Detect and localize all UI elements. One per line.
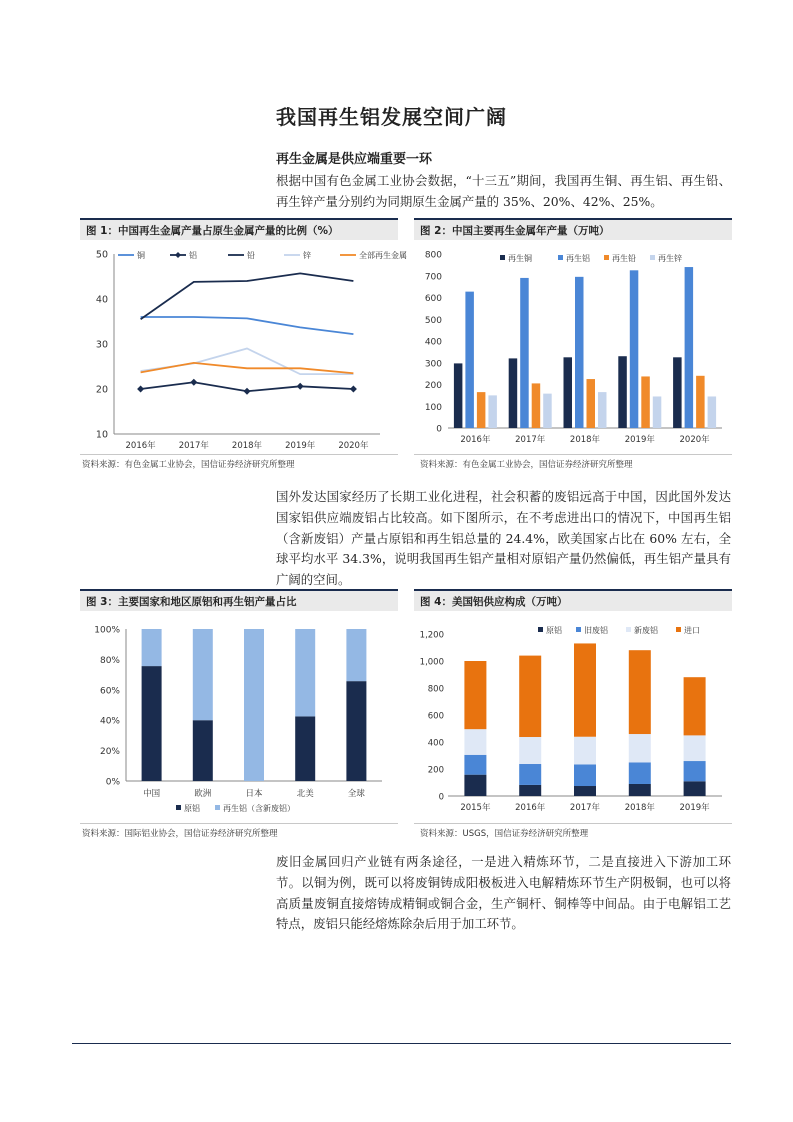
series-line-铅 — [141, 273, 354, 319]
x-tick-label: 2020年 — [679, 435, 710, 445]
legend-swatch — [676, 627, 681, 632]
bar-进口 — [684, 677, 706, 735]
figure-1-title: 图 1：中国再生金属产量占原生金属产量的比例（%） — [80, 218, 398, 240]
y-tick-label: 400 — [424, 337, 442, 348]
y-tick-label: 800 — [424, 250, 442, 261]
x-tick-label: 2016年 — [125, 441, 156, 451]
legend-label: 原铝 — [184, 804, 200, 813]
legend-label: 铝 — [189, 251, 197, 260]
y-tick-label: 1,200 — [419, 630, 444, 641]
bar-再生铝 — [575, 277, 584, 428]
figure-4-title: 图 4：美国铝供应构成（万吨） — [414, 589, 732, 611]
x-tick-label: 2017年 — [515, 435, 546, 445]
legend-label: 原铝 — [546, 626, 562, 635]
y-tick-label: 60% — [99, 686, 120, 697]
footer-rule — [72, 1043, 731, 1044]
bar-再生铝 — [520, 278, 529, 428]
y-tick-label: 700 — [424, 272, 442, 283]
bar-进口 — [519, 656, 541, 737]
y-tick-label: 20 — [95, 384, 108, 396]
bar-再生锌 — [708, 396, 717, 428]
legend-swatch — [558, 255, 563, 260]
figure-4-chart — [414, 613, 732, 823]
bar-新废铝 — [519, 737, 541, 764]
y-tick-label: 300 — [424, 359, 442, 370]
bar-再生锌 — [598, 392, 607, 428]
figure-4-divider — [414, 823, 732, 824]
bar-新废铝 — [574, 737, 596, 765]
figure-2-divider — [414, 454, 732, 455]
legend-swatch — [576, 627, 581, 632]
data-point-铝 — [190, 379, 197, 386]
x-tick-label: 2016年 — [460, 435, 491, 445]
bar-再生锌 — [488, 395, 497, 428]
paragraph-2: 国外发达国家经历了长期工业化进程，社会积蓄的废铝远高于中国，因此国外发达国家铝供应端废铝占比较高。如下图所示，在不考虑进出口的情况下，中国再生铝（含新废铝）产量占原铝和再生铝总量的 24.4%，欧美国家占比在 60% 左右，全球平均水平 34.3%，说明我国再生铝产量相对原铝产量仍然偏低，再生铝产量具有广阔的空间。 — [276, 489, 731, 588]
x-tick-label: 2020年 — [338, 441, 369, 451]
bar-再生铜 — [618, 356, 627, 428]
legend-label: 新废铝 — [634, 626, 658, 635]
bar-再生铝（含新废铝） — [295, 629, 315, 716]
bar-进口 — [574, 643, 596, 736]
y-tick-label: 600 — [427, 711, 444, 722]
y-tick-label: 1,000 — [419, 657, 444, 668]
x-tick-label: 2018年 — [624, 803, 655, 813]
bar-原铝 — [193, 720, 213, 781]
bar-新废铝 — [684, 735, 706, 761]
y-tick-label: 800 — [427, 684, 444, 695]
figure-1-source: 资料来源：有色金属工业协会，国信证券经济研究所整理 — [82, 460, 295, 470]
bar-再生铝（含新废铝） — [142, 629, 162, 666]
x-tick-label: 2019年 — [624, 435, 655, 445]
bar-再生铜 — [509, 358, 518, 428]
y-tick-label: 0% — [105, 777, 120, 788]
bar-再生铅 — [477, 392, 486, 428]
bar-旧废铝 — [519, 764, 541, 785]
figure-3-title: 图 3：主要国家和地区原铝和再生铝产量占比 — [80, 589, 398, 611]
figure-2-source: 资料来源：有色金属工业协会，国信证券经济研究所整理 — [420, 460, 633, 470]
x-tick-label: 2015年 — [460, 803, 491, 813]
legend-swatch — [626, 627, 631, 632]
x-tick-label: 2016年 — [515, 803, 546, 813]
x-tick-label: 中国 — [143, 789, 161, 799]
y-tick-label: 100% — [94, 625, 120, 636]
bar-再生铝（含新废铝） — [193, 629, 213, 720]
legend-swatch — [500, 255, 505, 260]
x-tick-label: 欧洲 — [194, 789, 212, 799]
bar-再生铜 — [454, 363, 463, 428]
page-title: 我国再生铝发展空间广阔 — [276, 105, 507, 129]
x-tick-label: 日本 — [245, 789, 263, 799]
figure-1-chart — [80, 242, 407, 454]
bar-进口 — [464, 661, 486, 729]
legend-label: 再生铅 — [612, 254, 636, 263]
legend-swatch — [176, 805, 181, 810]
bar-再生铝（含新废铝） — [244, 629, 264, 781]
x-tick-label: 北美 — [296, 789, 314, 799]
figure-3-divider — [80, 823, 398, 824]
x-tick-label: 全球 — [347, 789, 365, 799]
x-tick-label: 2017年 — [569, 803, 601, 813]
legend-swatch — [650, 255, 655, 260]
y-tick-label: 40% — [99, 716, 120, 727]
x-tick-label: 2018年 — [231, 441, 263, 451]
y-tick-label: 600 — [424, 294, 442, 304]
bar-再生铅 — [587, 379, 596, 428]
bar-再生铝（含新废铝） — [346, 629, 366, 681]
y-tick-label: 50 — [95, 249, 108, 261]
legend-swatch — [215, 805, 220, 810]
legend-label: 铜 — [137, 251, 145, 260]
figure-1-divider — [80, 454, 398, 455]
y-tick-label: 200 — [427, 765, 444, 776]
legend-label: 进口 — [684, 626, 700, 635]
legend-label: 全部再生金属 — [359, 251, 407, 260]
bar-原铝 — [295, 716, 315, 781]
y-tick-label: 500 — [424, 315, 442, 326]
bar-再生锌 — [653, 396, 662, 428]
bar-再生铅 — [532, 383, 541, 428]
bar-再生铜 — [673, 357, 682, 428]
bar-再生铅 — [641, 376, 650, 428]
y-tick-label: 100 — [424, 402, 442, 413]
legend-swatch — [604, 255, 609, 260]
bar-旧废铝 — [629, 762, 651, 784]
figure-4-source: 资料来源：USGS，国信证券经济研究所整理 — [420, 829, 589, 839]
y-tick-label: 0 — [436, 424, 442, 435]
figure-2-title: 图 2：中国主要再生金属年产量（万吨） — [414, 218, 732, 240]
bar-原铝 — [629, 784, 651, 796]
legend-swatch — [538, 627, 543, 632]
paragraph-1: 根据中国有色金属工业协会数据，“十三五”期间，我国再生铜、再生铝、再生铅、再生锌产量分别约为同期原生金属产量的 35%、20%、42%、25%。 — [276, 173, 731, 209]
bar-再生铝 — [630, 270, 639, 428]
data-point-铝 — [137, 386, 144, 393]
y-tick-label: 20% — [99, 747, 120, 758]
y-tick-label: 0 — [438, 792, 444, 803]
legend-label: 再生铝（含新废铝） — [223, 804, 295, 813]
y-tick-label: 30 — [95, 339, 108, 351]
data-point-铝 — [350, 386, 357, 393]
legend-label: 再生铜 — [508, 254, 532, 263]
data-point-铝 — [297, 383, 304, 390]
bar-旧废铝 — [574, 764, 596, 786]
x-tick-label: 2018年 — [569, 435, 601, 445]
bar-新废铝 — [464, 729, 486, 755]
data-point-铝 — [244, 388, 251, 395]
legend-label: 铅 — [247, 251, 255, 260]
y-tick-label: 200 — [424, 381, 442, 391]
x-tick-label: 2017年 — [178, 441, 209, 451]
legend-marker — [175, 252, 181, 258]
bar-新废铝 — [629, 734, 651, 762]
bar-原铝 — [684, 781, 706, 796]
bar-原铝 — [346, 681, 366, 781]
x-tick-label: 2019年 — [679, 803, 710, 813]
legend-label: 再生铝 — [566, 254, 590, 263]
bar-旧废铝 — [464, 755, 486, 775]
y-tick-label: 80% — [99, 655, 120, 666]
legend-label: 锌 — [303, 251, 311, 260]
x-tick-label: 2019年 — [285, 441, 316, 451]
section-title: 再生金属是供应端重要一环 — [276, 152, 433, 167]
legend-label: 旧废铝 — [584, 626, 608, 635]
y-tick-label: 10 — [95, 429, 108, 441]
figure-3-chart — [80, 613, 398, 823]
bar-原铝 — [519, 785, 541, 796]
figure-3-source: 资料来源：国际铝业协会，国信证券经济研究所整理 — [82, 829, 278, 839]
figure-2-chart — [414, 242, 732, 454]
series-line-铜 — [141, 317, 354, 334]
bar-再生铜 — [564, 357, 573, 428]
bar-再生铝 — [465, 292, 474, 428]
bar-旧废铝 — [684, 761, 706, 781]
bar-原铝 — [574, 786, 596, 796]
bar-进口 — [629, 650, 651, 734]
bar-再生锌 — [543, 394, 552, 428]
paragraph-3: 废旧金属回归产业链有两条途径，一是进入精炼环节，二是直接进入下游加工环节。以铜为例，既可以将废铜铸成阳极板进入电解精炼环节生产阴极铜，也可以将高质量废铜直接熔铸成精铜或铜合金，生产铜杆、铜棒等中间品。由于电解铝工艺特点，废铝只能经熔炼除杂后用于加工环节。 — [276, 854, 731, 932]
y-tick-label: 400 — [427, 738, 444, 749]
bar-原铝 — [142, 666, 162, 781]
legend-label: 再生锌 — [658, 254, 682, 263]
bar-再生铅 — [696, 376, 705, 428]
series-line-全部再生金属 — [141, 363, 354, 373]
y-tick-label: 40 — [95, 294, 108, 306]
bar-原铝 — [464, 775, 486, 796]
bar-再生铝 — [685, 267, 694, 428]
